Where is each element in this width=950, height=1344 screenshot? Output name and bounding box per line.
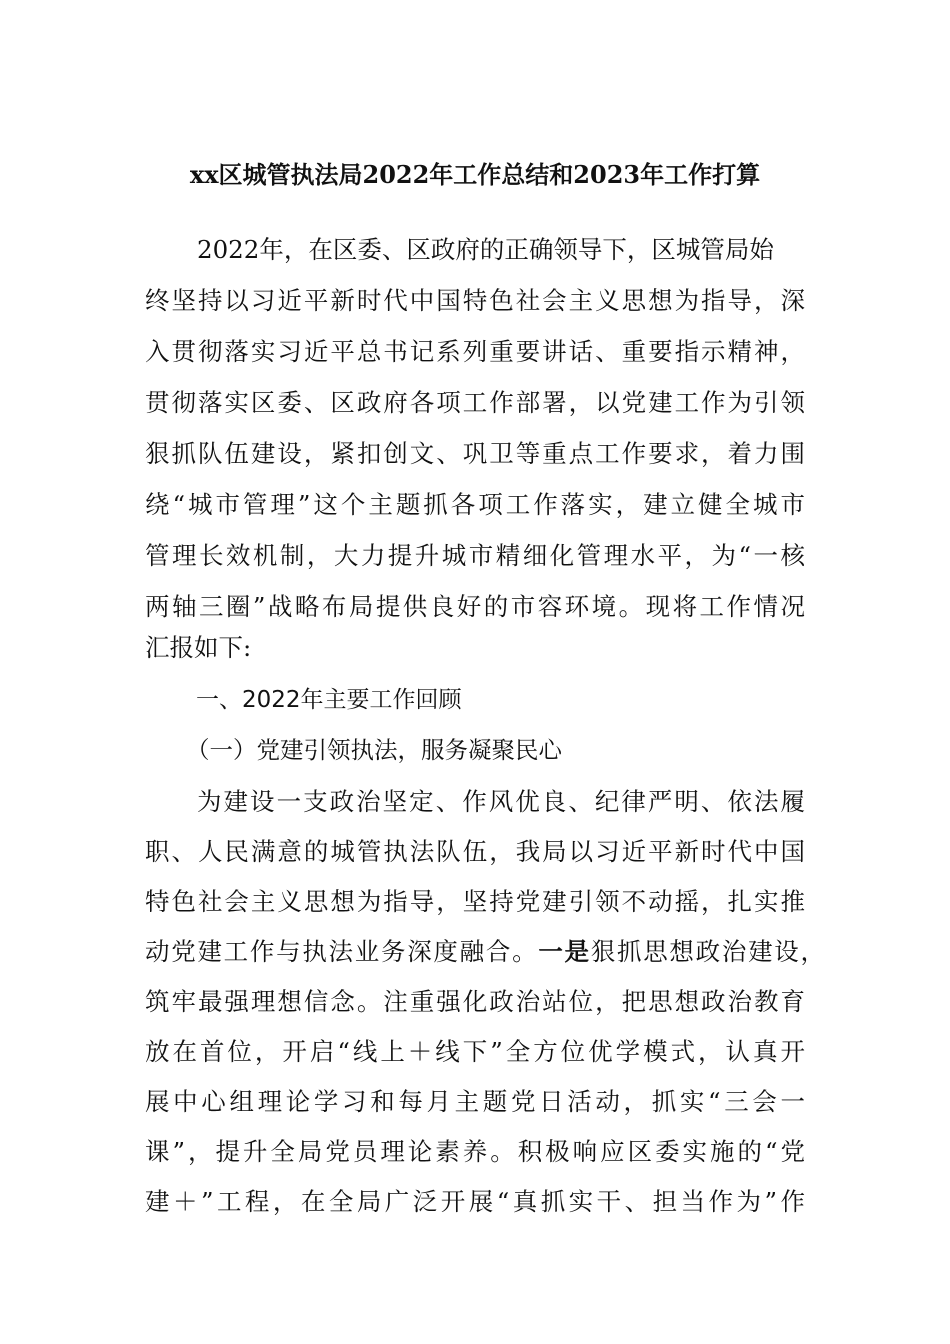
intro-line-8: 两轴三圈”战略布局提供良好的市容环境。现将工作情况 — [145, 592, 805, 621]
body-line-2: 职、人民满意的城管执法队伍，我局以习近平新时代中国 — [145, 837, 805, 866]
intro-line-7: 管理长效机制，大力提升城市精细化管理水平，为“一核 — [145, 541, 805, 570]
intro-line-3: 入贯彻落实习近平总书记系列重要讲话、重要指示精神， — [145, 337, 805, 366]
section-heading: 一、2022年主要工作回顾 — [196, 687, 462, 713]
intro-line-5: 狠抓队伍建设，紧扣创文、巩卫等重点工作要求，着力围 — [145, 439, 805, 468]
intro-line-1: 2022年，在区委、区政府的正确领导下，区城管局始 — [197, 235, 774, 264]
intro-line-6: 绕“城市管理”这个主题抓各项工作落实，建立健全城市 — [145, 490, 805, 519]
body-line-9: 建＋”工程，在全局广泛开展“真抓实干、担当作为”作 — [145, 1187, 805, 1216]
body-line-5: 筑牢最强理想信念。注重强化政治站位，把思想政治教育 — [145, 987, 805, 1016]
body-line-3: 特色社会主义思想为指导，坚持党建引领不动摇，扎实推 — [145, 887, 805, 916]
emphasis-yi-shi: 一是 — [538, 937, 591, 966]
body-line-4 — [145, 932, 825, 972]
body-line-8: 课”，提升全局党员理论素养。积极响应区委实施的“党 — [145, 1137, 805, 1166]
document-title: xx区城管执法局2022年工作总结和2023年工作打算 — [189, 160, 761, 189]
subsection-heading: （一）党建引领执法，服务凝聚民心 — [186, 736, 562, 764]
intro-line-9: 汇报如下: — [145, 633, 252, 662]
body-line-6: 放在首位，开启“线上＋线下”全方位优学模式，认真开 — [145, 1037, 805, 1066]
intro-line-2: 终坚持以习近平新时代中国特色社会主义思想为指导，深 — [145, 286, 805, 315]
intro-line-4: 贯彻落实区委、区政府各项工作部署，以党建工作为引领 — [145, 388, 805, 417]
body-line-4-start: 动党建工作与执法业务深度融合。 — [145, 937, 539, 966]
body-line-4-end: 狠抓思想政治建设， — [590, 937, 826, 966]
body-line-7: 展中心组理论学习和每月主题党日活动，抓实“三会一 — [145, 1087, 805, 1116]
body-line-1: 为建设一支政治坚定、作风优良、纪律严明、依法履 — [197, 787, 805, 816]
